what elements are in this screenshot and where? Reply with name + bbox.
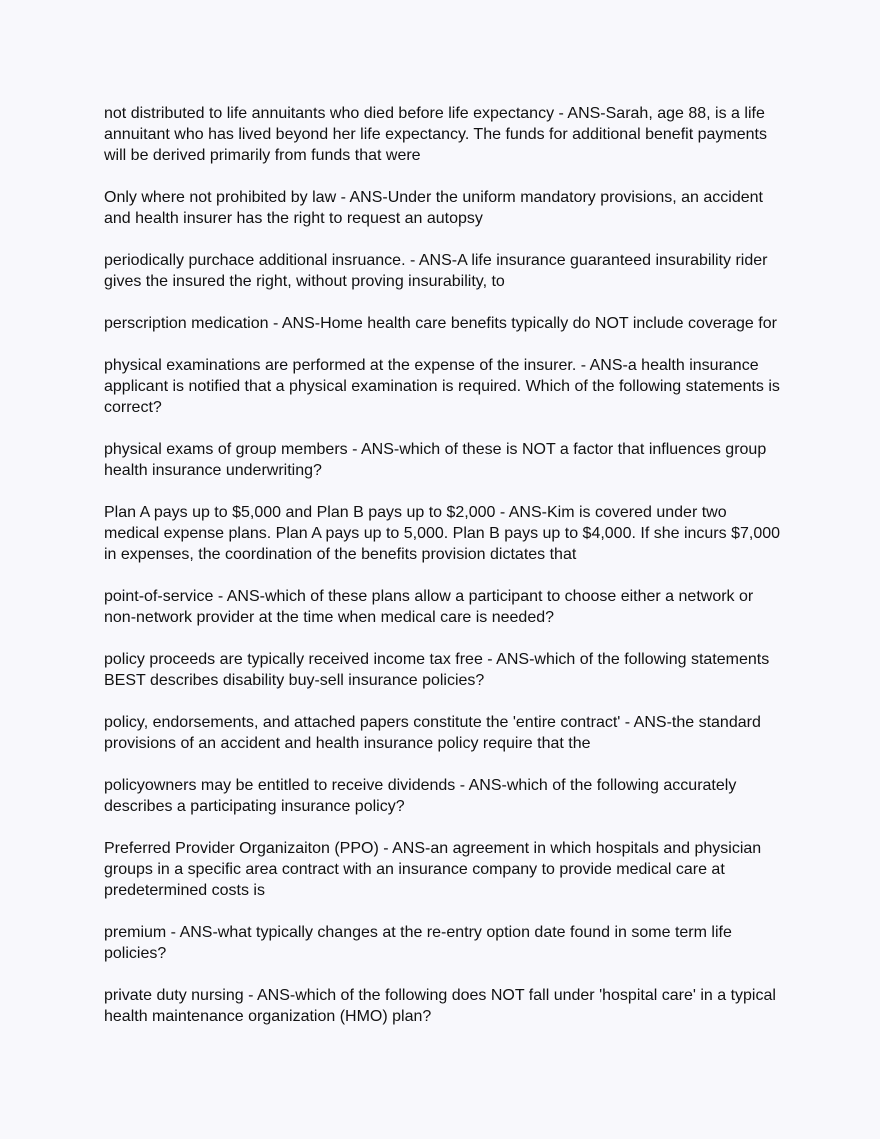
qa-entry: private duty nursing - ANS-which of the following does NOT fall under 'hospital care' in a typical health maintenance organization (HMO) plan? bbox=[104, 987, 776, 1025]
qa-entry: Preferred Provider Organizaiton (PPO) - ANS-an agreement in which hospitals and physician groups in a specific area contract with an insurance company to provide medical care at predetermined costs is bbox=[104, 840, 762, 899]
qa-entry: policy proceeds are typically received income tax free - ANS-which of the following statements BEST describes disability buy-sell insurance policies? bbox=[104, 651, 770, 689]
qa-entry: Plan A pays up to $5,000 and Plan B pays up to $2,000 - ANS-Kim is covered under two medical expense plans. Plan A pays up to 5,000. Plan B pays up to $4,000. If she incurs $7,000 in expenses, the coordination of the benefits provision dictates that bbox=[104, 504, 781, 563]
qa-entry: physical examinations are performed at the expense of the insurer. - ANS-a health insurance applicant is notified that a physical examination is required. Which of the following statements is correct? bbox=[104, 357, 780, 416]
qa-entry: point-of-service - ANS-which of these plans allow a participant to choose either a network or non-network provider at the time when medical care is needed? bbox=[104, 588, 754, 626]
qa-entry: Only where not prohibited by law - ANS-Under the uniform mandatory provisions, an accident and health insurer has the right to request an autopsy bbox=[104, 189, 763, 227]
qa-entry: policy, endorsements, and attached papers constitute the 'entire contract' - ANS-the standard provisions of an accident and health insurance policy require that the bbox=[104, 714, 761, 752]
qa-entry: physical exams of group members - ANS-which of these is NOT a factor that influences group health insurance underwriting? bbox=[104, 441, 767, 479]
document-page bbox=[104, 103, 784, 1048]
qa-entry: perscription medication - ANS-Home health care benefits typically do NOT include coverage for bbox=[104, 315, 777, 332]
qa-entry: premium - ANS-what typically changes at the re-entry option date found in some term life policies? bbox=[104, 924, 732, 962]
qa-entry: policyowners may be entitled to receive dividends - ANS-which of the following accurately describes a participating insurance policy? bbox=[104, 777, 737, 815]
qa-entry: not distributed to life annuitants who died before life expectancy - ANS-Sarah, age 88, is a life annuitant who has lived beyond her life expectancy. The funds for additional benefit payments will be derived primarily from funds that were bbox=[104, 105, 767, 164]
qa-entry: periodically purchace additional insruance. - ANS-A life insurance guaranteed insurability rider gives the insured the right, without proving insurability, to bbox=[104, 252, 768, 290]
